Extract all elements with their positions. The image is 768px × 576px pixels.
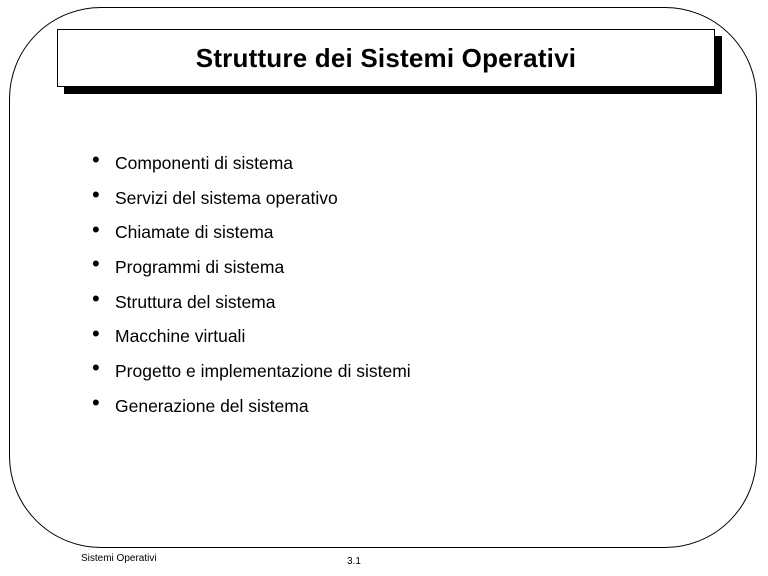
bullet-point-icon: •	[92, 182, 100, 208]
bullet-item	[92, 250, 411, 285]
bullet-text: Programmi di sistema	[115, 256, 285, 277]
bullet-list	[92, 146, 411, 424]
bullet-point-icon: •	[92, 286, 100, 312]
bullet-point-icon: •	[92, 216, 100, 242]
bullet-point-icon: •	[92, 390, 100, 416]
bullet-point-icon: •	[92, 355, 100, 381]
slide-title: Strutture dei Sistemi Operativi	[195, 42, 577, 73]
bullet-item	[92, 319, 411, 354]
bullet-text: Componenti di sistema	[115, 152, 293, 173]
bullet-text: Chiamate di sistema	[115, 222, 274, 243]
bullet-item	[92, 215, 411, 250]
bullet-point-icon: •	[92, 320, 100, 346]
footer-page-number: 3.1	[347, 556, 361, 567]
bullet-item	[92, 354, 411, 389]
bullet-item	[92, 181, 411, 216]
bullet-item	[92, 389, 411, 424]
bullet-item	[92, 285, 411, 320]
bullet-text: Macchine virtuali	[115, 326, 246, 347]
bullet-point-icon: •	[92, 251, 100, 277]
title-box	[57, 29, 715, 87]
footer-course: Sistemi Operativi	[81, 553, 157, 564]
bullet-point-icon: •	[92, 147, 100, 173]
bullet-text: Progetto e implementazione di sistemi	[115, 360, 411, 381]
bullet-text: Generazione del sistema	[115, 395, 309, 416]
bullet-text: Servizi del sistema operativo	[115, 187, 338, 208]
bullet-item	[92, 146, 411, 181]
bullet-text: Struttura del sistema	[115, 291, 276, 312]
